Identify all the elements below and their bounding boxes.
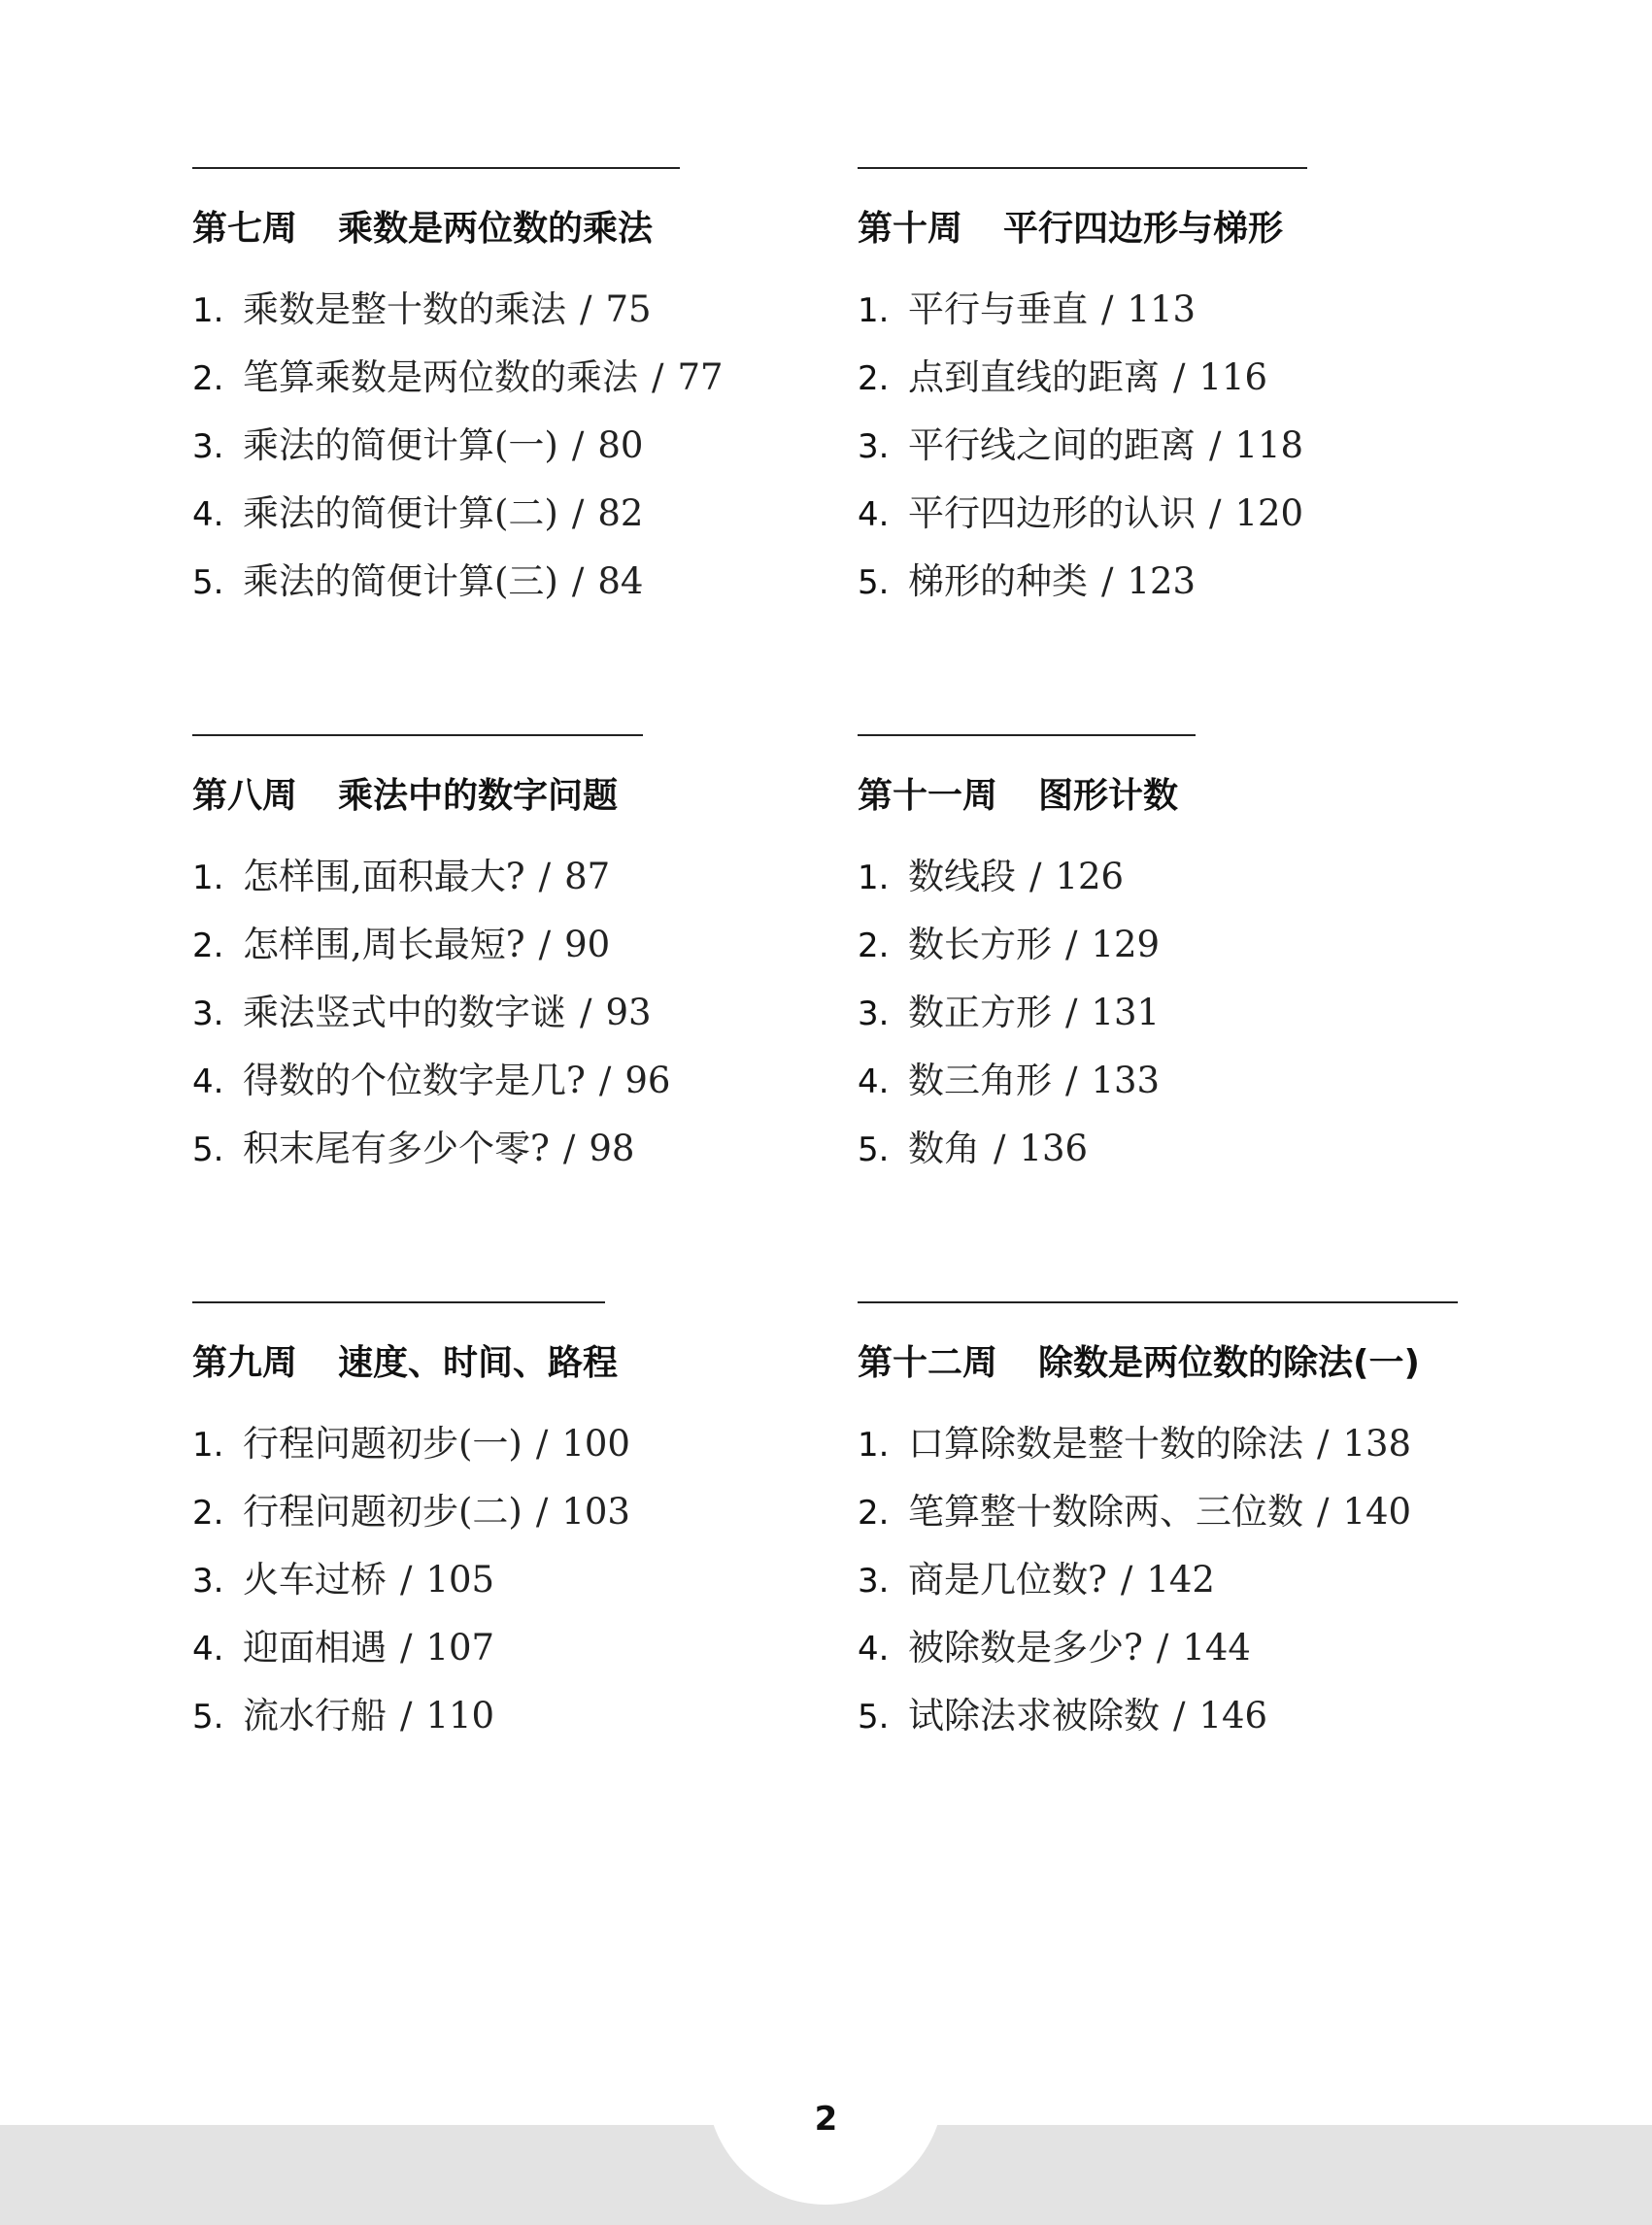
toc-entry-title: 乘数是整十数的乘法 xyxy=(243,288,566,330)
toc-separator: / xyxy=(1209,424,1222,466)
toc-list xyxy=(858,1410,1458,1750)
toc-entry-title: 积末尾有多少个零? xyxy=(243,1128,550,1169)
toc-section xyxy=(858,1301,1458,1750)
toc-entry-title: 数角 xyxy=(908,1128,980,1169)
toc-entry[interactable] xyxy=(858,1410,1458,1478)
toc-entry-title: 平行线之间的距离 xyxy=(908,424,1196,466)
toc-entry-page: 82 xyxy=(597,492,644,534)
toc-entry-number: 4. xyxy=(858,495,890,534)
toc-entry-page: 118 xyxy=(1234,424,1304,466)
toc-entry-page: 90 xyxy=(564,924,611,965)
toc-entry[interactable] xyxy=(192,344,724,412)
toc-separator: / xyxy=(1065,924,1078,965)
toc-entry-title: 乘法的简便计算(三) xyxy=(243,560,558,602)
toc-separator: / xyxy=(535,1423,549,1465)
toc-entry-page: 100 xyxy=(561,1423,630,1465)
toc-entry-title: 平行四边形的认识 xyxy=(908,492,1196,534)
toc-entry-title: 笔算乘数是两位数的乘法 xyxy=(243,356,638,398)
toc-entry-number: 2. xyxy=(858,1494,890,1533)
toc-entry[interactable] xyxy=(192,276,724,344)
toc-entry-number: 2. xyxy=(858,927,890,965)
section-week: 第十一周 xyxy=(858,776,998,816)
toc-section xyxy=(192,734,670,1183)
section-rule xyxy=(192,1301,605,1303)
toc-section xyxy=(192,1301,630,1750)
section-rule xyxy=(192,734,643,736)
toc-separator: / xyxy=(571,560,585,602)
toc-entry[interactable] xyxy=(858,1682,1458,1750)
section-title: 速度、时间、路程 xyxy=(338,1343,619,1383)
section-rule xyxy=(858,734,1196,736)
toc-entry-number: 1. xyxy=(858,1426,890,1465)
toc-separator: / xyxy=(994,1128,1006,1169)
section-rule xyxy=(858,167,1307,169)
toc-entry[interactable] xyxy=(192,1546,630,1614)
section-week: 第七周 xyxy=(192,209,298,249)
section-week: 第十周 xyxy=(858,209,963,249)
section-heading xyxy=(858,1340,1458,1387)
toc-section xyxy=(858,167,1307,616)
section-rule xyxy=(858,1301,1458,1303)
toc-entry-title: 怎样围,面积最大? xyxy=(243,856,525,897)
toc-entry-page: 136 xyxy=(1019,1128,1089,1169)
toc-entry-number: 4. xyxy=(192,495,224,534)
toc-entry-number: 5. xyxy=(192,1130,224,1169)
section-heading xyxy=(192,773,670,820)
toc-entry-number: 1. xyxy=(192,1426,224,1465)
toc-entry-page: 133 xyxy=(1091,1060,1161,1101)
toc-entry-page: 138 xyxy=(1342,1423,1412,1465)
toc-entry[interactable] xyxy=(858,1478,1458,1546)
toc-entry-number: 3. xyxy=(858,427,890,466)
section-heading xyxy=(858,206,1307,253)
toc-entry-title: 商是几位数? xyxy=(908,1559,1107,1601)
toc-separator: / xyxy=(580,992,592,1033)
toc-entry-page: 96 xyxy=(624,1060,671,1101)
toc-entry[interactable] xyxy=(192,1478,630,1546)
toc-entry-title: 怎样围,周长最短? xyxy=(243,924,525,965)
toc-entry[interactable] xyxy=(192,979,670,1047)
toc-entry-number: 3. xyxy=(192,1562,224,1601)
toc-entry-number: 5. xyxy=(858,563,890,602)
section-title: 乘数是两位数的乘法 xyxy=(338,209,654,249)
section-week: 第十二周 xyxy=(858,1343,998,1383)
toc-entry-number: 5. xyxy=(858,1698,890,1736)
toc-entry-page: 146 xyxy=(1198,1695,1268,1736)
toc-separator: / xyxy=(1317,1491,1330,1533)
section-title: 除数是两位数的除法(一) xyxy=(1038,1343,1420,1383)
toc-entry[interactable] xyxy=(192,1047,670,1115)
toc-list xyxy=(858,276,1307,616)
toc-entry[interactable] xyxy=(192,1614,630,1682)
toc-entry-number: 2. xyxy=(192,359,224,398)
toc-entry-page: 105 xyxy=(425,1559,495,1601)
toc-entry[interactable] xyxy=(858,276,1307,344)
toc-entry[interactable] xyxy=(192,1410,630,1478)
toc-entry-page: 142 xyxy=(1146,1559,1215,1601)
toc-entry[interactable] xyxy=(192,1115,670,1183)
toc-separator: / xyxy=(535,1491,549,1533)
toc-entry-number: 1. xyxy=(192,291,224,330)
toc-section xyxy=(858,734,1196,1183)
toc-entry-number: 1. xyxy=(858,291,890,330)
toc-entry-page: 126 xyxy=(1055,856,1125,897)
toc-entry-page: 84 xyxy=(597,560,644,602)
toc-entry-title: 数线段 xyxy=(908,856,1016,897)
toc-entry-page: 129 xyxy=(1091,924,1161,965)
toc-entry-title: 口算除数是整十数的除法 xyxy=(908,1423,1303,1465)
toc-list xyxy=(192,843,670,1183)
toc-entry-title: 被除数是多少? xyxy=(908,1627,1143,1669)
toc-entry-number: 3. xyxy=(192,995,224,1033)
toc-separator: / xyxy=(1120,1559,1133,1601)
section-heading xyxy=(858,773,1196,820)
toc-entry-title: 行程问题初步(一) xyxy=(243,1423,523,1465)
toc-entry-page: 87 xyxy=(564,856,611,897)
toc-entry[interactable] xyxy=(192,412,724,480)
toc-entry[interactable] xyxy=(858,843,1196,911)
toc-separator: / xyxy=(1029,856,1042,897)
toc-entry-title: 乘法的简便计算(二) xyxy=(243,492,558,534)
toc-entry-page: 98 xyxy=(589,1128,635,1169)
section-title: 乘法中的数字问题 xyxy=(338,776,619,816)
toc-entry-page: 80 xyxy=(597,424,644,466)
toc-separator: / xyxy=(652,356,664,398)
toc-entry-number: 5. xyxy=(192,1698,224,1736)
toc-entry-title: 行程问题初步(二) xyxy=(243,1491,523,1533)
toc-entry[interactable] xyxy=(192,1682,630,1750)
toc-entry-title: 乘法竖式中的数字谜 xyxy=(243,992,566,1033)
toc-entry-title: 梯形的种类 xyxy=(908,560,1088,602)
section-rule xyxy=(192,167,680,169)
toc-entry-number: 5. xyxy=(192,563,224,602)
toc-entry-number: 4. xyxy=(858,1062,890,1101)
toc-entry[interactable] xyxy=(858,480,1307,548)
toc-separator: / xyxy=(1173,1695,1186,1736)
toc-entry[interactable] xyxy=(858,979,1196,1047)
toc-entry[interactable] xyxy=(858,1546,1458,1614)
toc-entry-title: 点到直线的距离 xyxy=(908,356,1160,398)
toc-entry-page: 140 xyxy=(1342,1491,1412,1533)
toc-separator: / xyxy=(1065,992,1078,1033)
toc-separator: / xyxy=(1209,492,1222,534)
toc-separator: / xyxy=(580,288,592,330)
toc-entry-title: 试除法求被除数 xyxy=(908,1695,1160,1736)
toc-separator: / xyxy=(571,424,585,466)
toc-entry-page: 103 xyxy=(561,1491,630,1533)
toc-entry[interactable] xyxy=(192,548,724,616)
section-title: 平行四边形与梯形 xyxy=(1003,209,1284,249)
toc-entry-number: 4. xyxy=(192,1062,224,1101)
toc-section xyxy=(192,167,724,616)
toc-entry-number: 4. xyxy=(858,1630,890,1669)
toc-separator: / xyxy=(1101,288,1114,330)
toc-entry[interactable] xyxy=(858,344,1307,412)
toc-entry[interactable] xyxy=(858,548,1307,616)
toc-entry-page: 113 xyxy=(1127,288,1197,330)
toc-entry-page: 110 xyxy=(425,1695,495,1736)
toc-entry-number: 3. xyxy=(192,427,224,466)
toc-list xyxy=(858,843,1196,1183)
toc-entry-title: 流水行船 xyxy=(243,1695,387,1736)
toc-entry-page: 144 xyxy=(1182,1627,1251,1669)
toc-entry[interactable] xyxy=(858,1115,1196,1183)
toc-entry-page: 77 xyxy=(677,356,724,398)
toc-entry-page: 75 xyxy=(605,288,652,330)
toc-separator: / xyxy=(1317,1423,1330,1465)
toc-separator: / xyxy=(571,492,585,534)
toc-separator: / xyxy=(538,924,552,965)
toc-separator: / xyxy=(562,1128,576,1169)
toc-entry-title: 笔算整十数除两、三位数 xyxy=(908,1491,1303,1533)
toc-entry-page: 93 xyxy=(605,992,652,1033)
section-week: 第九周 xyxy=(192,1343,298,1383)
toc-entry[interactable] xyxy=(192,480,724,548)
toc-entry-title: 平行与垂直 xyxy=(908,288,1088,330)
toc-separator: / xyxy=(1065,1060,1078,1101)
section-heading xyxy=(192,1340,630,1387)
toc-entry[interactable] xyxy=(192,911,670,979)
toc-entry-page: 107 xyxy=(425,1627,495,1669)
toc-entry[interactable] xyxy=(858,412,1307,480)
toc-entry-title: 乘法的简便计算(一) xyxy=(243,424,558,466)
toc-entry-title: 数三角形 xyxy=(908,1060,1052,1101)
toc-list xyxy=(192,276,724,616)
toc-entry-number: 3. xyxy=(858,995,890,1033)
toc-entry-number: 2. xyxy=(192,1494,224,1533)
toc-entry[interactable] xyxy=(192,843,670,911)
toc-separator: / xyxy=(400,1695,413,1736)
toc-entry-number: 3. xyxy=(858,1562,890,1601)
toc-list xyxy=(192,1410,630,1750)
page-number: 2 xyxy=(814,2100,838,2139)
section-title: 图形计数 xyxy=(1038,776,1179,816)
toc-entry[interactable] xyxy=(858,1614,1458,1682)
toc-separator: / xyxy=(1101,560,1114,602)
toc-entry-number: 1. xyxy=(858,859,890,897)
toc-separator: / xyxy=(538,856,552,897)
toc-entry-page: 116 xyxy=(1198,356,1268,398)
toc-entry-number: 5. xyxy=(858,1130,890,1169)
toc-entry-page: 120 xyxy=(1234,492,1304,534)
toc-entry[interactable] xyxy=(858,911,1196,979)
toc-entry-title: 迎面相遇 xyxy=(243,1627,387,1669)
toc-separator: / xyxy=(1156,1627,1169,1669)
toc-entry-title: 数长方形 xyxy=(908,924,1052,965)
toc-separator: / xyxy=(400,1559,413,1601)
section-heading xyxy=(192,206,724,253)
section-week: 第八周 xyxy=(192,776,298,816)
toc-entry-number: 2. xyxy=(192,927,224,965)
toc-entry[interactable] xyxy=(858,1047,1196,1115)
toc-entry-title: 得数的个位数字是几? xyxy=(243,1060,586,1101)
toc-entry-number: 1. xyxy=(192,859,224,897)
toc-entry-page: 131 xyxy=(1091,992,1161,1033)
toc-separator: / xyxy=(1173,356,1186,398)
toc-entry-page: 123 xyxy=(1127,560,1197,602)
toc-entry-title: 火车过桥 xyxy=(243,1559,387,1601)
toc-separator: / xyxy=(400,1627,413,1669)
toc-entry-number: 2. xyxy=(858,359,890,398)
toc-entry-number: 4. xyxy=(192,1630,224,1669)
toc-separator: / xyxy=(598,1060,612,1101)
toc-entry-title: 数正方形 xyxy=(908,992,1052,1033)
